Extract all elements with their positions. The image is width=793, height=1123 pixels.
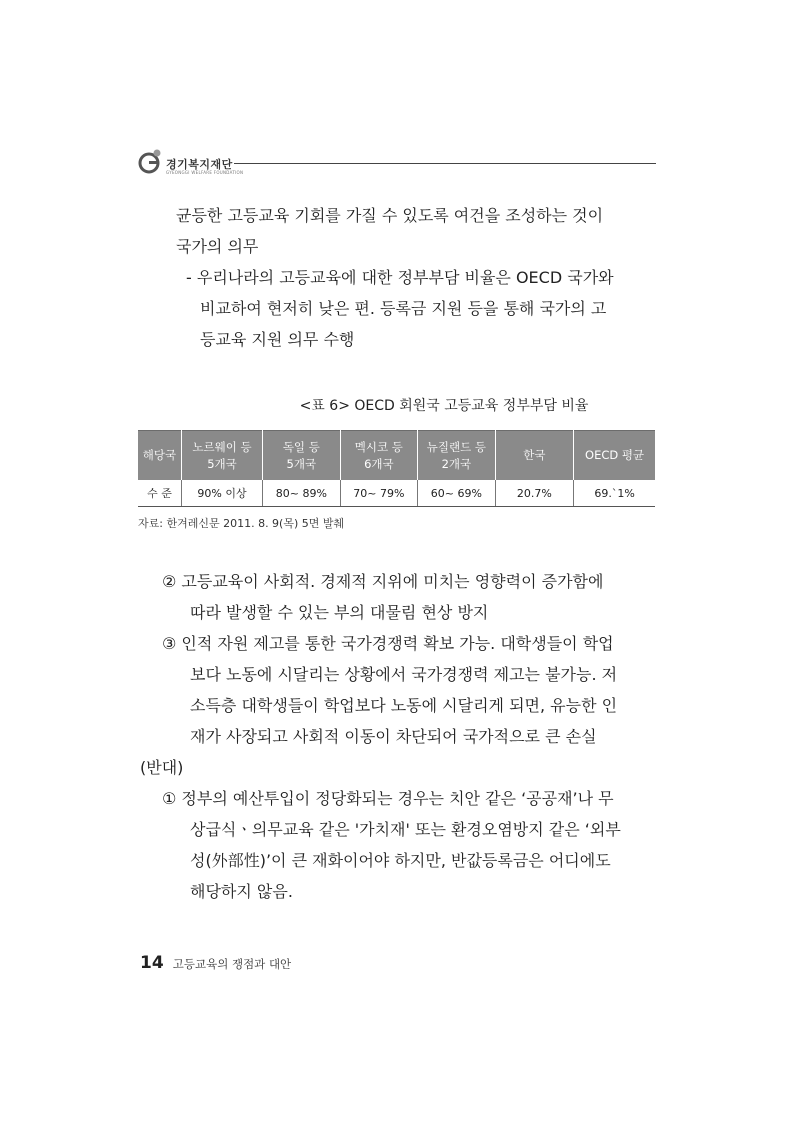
table-cell: 수 준 [138, 480, 181, 507]
table-row [138, 480, 655, 507]
table-header-cell: 독일 등 5개국 [263, 431, 341, 481]
table-title: <표 6> OECD 회원국 고등교육 정부부담 비율 [299, 398, 589, 414]
foundation-logo-icon [138, 148, 162, 174]
list-item-line: 소득층 대학생들이 학업보다 노동에 시달리게 되면, 유능한 인 [190, 696, 618, 715]
list-item-line: 해당하지 않음. [190, 882, 293, 901]
body-line: 국가의 의무 [176, 237, 259, 256]
table-header-cell: OECD 평균 [574, 431, 655, 481]
header-rule [234, 163, 656, 164]
table-cell: 80~ 89% [263, 480, 341, 507]
table-header-cell: 멕시코 등 6개국 [340, 431, 418, 481]
list-item-line: 따라 발생할 수 있는 부의 대물림 현상 방지 [190, 603, 489, 622]
list-item-line: ① 정부의 예산투입이 정당화되는 경우는 치안 같은 ‘공공재’나 무 [162, 789, 614, 808]
table-cell: 20.7% [495, 480, 574, 507]
table-cell: 90% 이상 [181, 480, 262, 507]
page-number: 14 [140, 953, 164, 973]
page-footer [140, 953, 291, 973]
page-header [138, 148, 656, 178]
table-cell: 69.`1% [574, 480, 655, 507]
list-item-line: 재가 사장되고 사회적 이동이 차단되어 국가적으로 큰 손실 [190, 727, 597, 746]
logo-text: 경기복지재단 [166, 158, 233, 171]
section-heading: (반대) [140, 758, 184, 777]
logo-subtitle: GYEONGGI WELFARE FOUNDATION [166, 170, 244, 175]
footer-title: 고등교육의 쟁점과 대안 [172, 957, 292, 971]
list-item-line: 상급식ㆍ의무교육 같은 '가치재' 또는 환경오염방지 같은 ‘외부 [190, 820, 621, 839]
list-item-line: ② 고등교육이 사회적. 경제적 지위에 미치는 영향력이 증가함에 [162, 572, 604, 591]
table-header-row [138, 431, 655, 481]
oecd-funding-table [138, 430, 655, 507]
table-header-cell: 노르웨이 등 5개국 [181, 431, 262, 481]
list-item-line: 성(外部性)’이 큰 재화이어야 하지만, 반값등록금은 어디에도 [190, 851, 611, 870]
body-line: 균등한 고등교육 기회를 가질 수 있도록 여건을 조성하는 것이 [176, 206, 604, 225]
table-cell: 60~ 69% [418, 480, 496, 507]
bullet-line: 등교육 지원 의무 수행 [200, 330, 355, 349]
list-item-line: 보다 노동에 시달리는 상황에서 국가경쟁력 제고는 불가능. 저 [190, 665, 618, 684]
table-header-cell: 해당국 [138, 431, 181, 481]
bullet-line: 비교하여 현저히 낮은 편. 등록금 지원 등을 통해 국가의 고 [200, 299, 607, 318]
table-header-cell: 한국 [495, 431, 574, 481]
table-source: 자료: 한겨레신문 2011. 8. 9(목) 5면 발췌 [138, 517, 345, 530]
table-header-cell: 뉴질랜드 등 2개국 [418, 431, 496, 481]
table-cell: 70~ 79% [340, 480, 418, 507]
list-item-line: ③ 인적 자원 제고를 통한 국가경쟁력 확보 가능. 대학생들이 학업 [162, 634, 614, 653]
bullet-line: - 우리나라의 고등교육에 대한 정부부담 비율은 OECD 국가와 [186, 268, 614, 287]
